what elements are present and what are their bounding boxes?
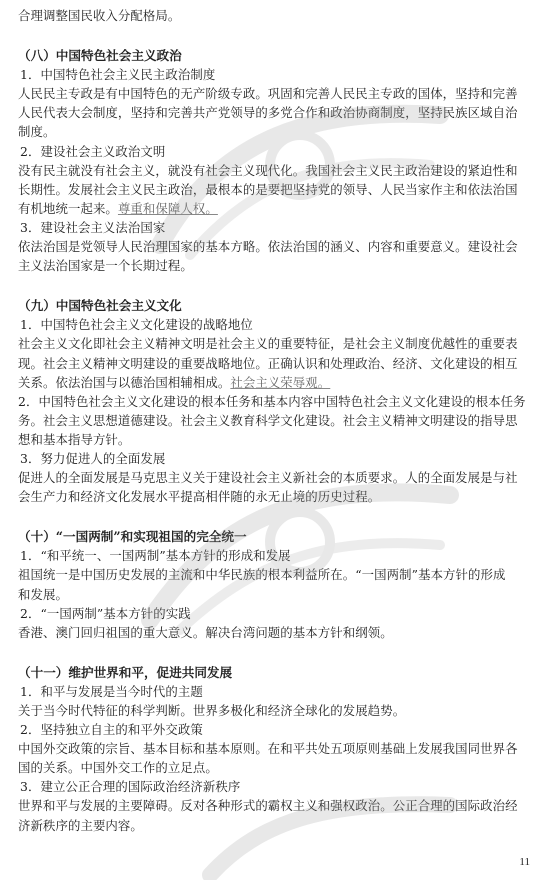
paragraph-text: 有机地统一起来。 (18, 200, 118, 216)
intro-line: 合理调整国民收入分配格局。 (18, 8, 181, 23)
section-9-sub3-title: 3．努力促进人的全面发展 (20, 450, 166, 466)
section-10-title: （十）“一国两制”和实现祖国的完全统一 (18, 529, 247, 545)
section-8-sub3-title: 3．建设社会主义法治国家 (20, 219, 166, 235)
section-8-sub1-title: 1．中国特色社会主义民主政治制度 (20, 67, 216, 83)
section-9-title: （九）中国特色社会主义文化 (18, 298, 182, 314)
paragraph-line: 人民民主专政是有中国特色的无产阶级专政。巩固和完善人民民主专政的国体，坚持和完善 (18, 86, 518, 102)
underlined-text: 尊重和保障人权。 (117, 200, 218, 216)
paragraph-text: 关系。依法治国与以德治国相辅相成。 (18, 374, 231, 390)
paragraph-line: 务。社会主义思想道德建设。社会主义教育科学文化建设。社会主义精神文明建设的指导思 (18, 412, 518, 428)
paragraph-line: 世界和平与发展的主要障碍。反对各种形式的霸权主义和强权政治。公正合理的国际政治经 (18, 798, 518, 814)
section-11-title: （十一）维护世界和平，促进共同发展 (18, 664, 233, 680)
paragraph-line: 人民代表大会制度，坚持和完善共产党领导的多党合作和政治协商制度，坚持民族区域自治 (18, 105, 518, 121)
section-9-sub1-title: 1．中国特色社会主义文化建设的战略地位 (20, 317, 253, 333)
paragraph-line: 香港、澳门回归祖国的重大意义。解决台湾问题的基本方针和纲领。 (18, 624, 393, 640)
section-10-sub1-title: 1．“和平统一、一国两制”基本方针的形成和发展 (20, 548, 291, 564)
paragraph-line: 想和基本指导方针。 (18, 431, 131, 447)
paragraph-line: 现。社会主义精神文明建设的重要战略地位。正确认识和处理政治、经济、文化建设的相互 (18, 355, 518, 371)
paragraph-line: 会生产力和经济文化发展水平提高相伴随的永无止境的历史过程。 (18, 489, 381, 505)
paragraph-line: 促进人的全面发展是马克思主义关于建设社会主义新社会的本质要求。人的全面发展是与社 (18, 470, 518, 486)
paragraph-line: 中国外交政策的宗旨、基本目标和基本原则。在和平共处五项原则基础上发展我国同世界各 (18, 741, 518, 757)
paragraph-line: 济新秩序的主要内容。 (18, 817, 143, 833)
section-8-sub2-title: 2．建设社会主义政治文明 (20, 143, 166, 159)
paragraph-line (18, 199, 542, 218)
paragraph-line: 社会主义文化即社会主义精神文明是社会主义的重要特征，是社会主义制度优越性的重要表 (18, 336, 518, 352)
paragraph-line: 祖国统一是中国历史发展的主流和中华民族的根本利益所在。“一国两制”基本方针的形成 (18, 567, 506, 583)
section-10-sub2-title: 2．“一国两制”基本方针的实践 (20, 605, 191, 621)
paragraph-line: 关于当今时代特征的科学判断。世界多极化和经济全球化的发展趋势。 (18, 703, 406, 718)
paragraph-line: 制度。 (18, 124, 56, 140)
paragraph-line (18, 373, 542, 392)
paragraph-line: 主义法治国家是一个长期过程。 (18, 258, 193, 274)
paragraph-line: 2．中国特色社会主义文化建设的根本任务和基本内容中国特色社会主义文化建设的根本任务 (18, 393, 526, 409)
section-11-sub2-title: 2．坚持独立自主的和平外交政策 (20, 722, 203, 738)
paragraph-line: 没有民主就没有社会主义，就没有社会主义现代化。我国社会主义民主政治建设的紧迫性和 (18, 162, 518, 178)
paragraph-line: 国的关系。中国外交工作的立足点。 (18, 760, 218, 776)
paragraph-line: 长期性。发展社会主义民主政治，最根本的是要把坚持党的领导、人民当家作主和依法治国 (18, 181, 518, 197)
section-11-sub1-title: 1．和平与发展是当今时代的主题 (20, 683, 203, 699)
paragraph-line: 依法治国是党领导人民治理国家的基本方略。依法治国的涵义、内容和重要意义。建设社会 (18, 239, 518, 255)
page-number: 11 (519, 856, 530, 868)
paragraph-line: 和发展。 (18, 586, 68, 602)
section-11-sub3-title: 3．建立公正合理的国际政治经济新秩序 (20, 779, 241, 795)
underlined-text: 社会主义荣辱观。 (230, 374, 331, 390)
section-8-title: （八）中国特色社会主义政治 (18, 48, 182, 64)
